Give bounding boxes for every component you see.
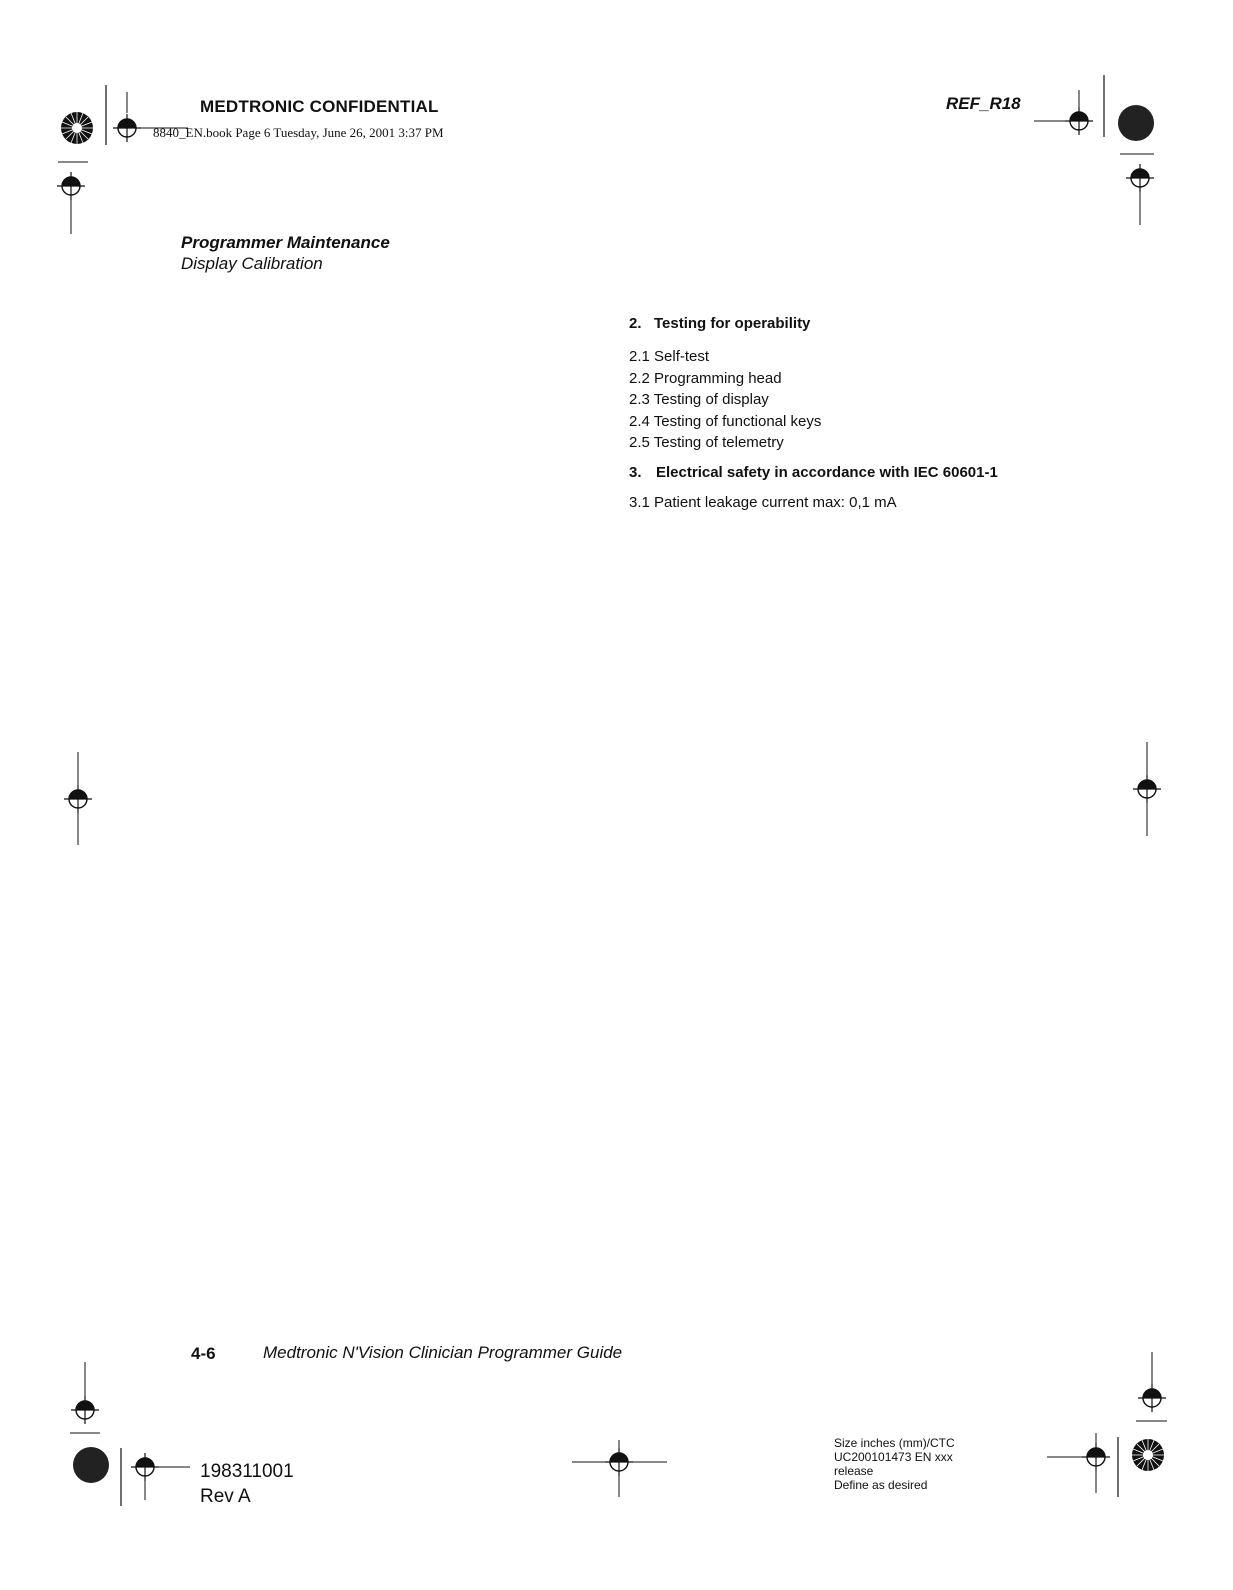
list-item: 2.2 Programming head xyxy=(629,369,782,387)
heading-2-text: Testing for operability xyxy=(654,315,811,332)
list-item: 2.1 Self-test xyxy=(629,348,710,365)
heading-2-number: 2. xyxy=(629,315,642,332)
registration-mark xyxy=(71,1396,99,1424)
registration-mark xyxy=(1082,1443,1110,1471)
starburst-mark-bottom-right xyxy=(1132,1439,1164,1471)
registration-mark xyxy=(605,1448,633,1476)
registration-mark xyxy=(113,114,141,142)
heading-3-number: 3. xyxy=(629,463,642,481)
size-line: Size inches (mm)/CTC xyxy=(834,1436,955,1450)
page-number: 4-6 xyxy=(191,1344,216,1363)
book-info-line: 8840_EN.book Page 6 Tuesday, June 26, 2001 3:37 PM xyxy=(153,125,444,140)
registration-mark xyxy=(57,172,85,200)
registration-mark xyxy=(64,785,92,813)
section-title: Programmer Maintenance xyxy=(181,233,390,252)
revision: Rev A xyxy=(200,1486,251,1507)
list-item: 3.1 Patient leakage current max: 0,1 mA xyxy=(629,493,897,511)
dark-circle-mark xyxy=(73,1447,109,1483)
reference-code: REF_R18 xyxy=(946,94,1021,113)
registration-mark xyxy=(1126,164,1154,192)
list-item: 2.3 Testing of display xyxy=(629,391,769,409)
registration-mark xyxy=(1138,1384,1166,1412)
registration-mark xyxy=(131,1453,159,1481)
registration-mark xyxy=(1133,775,1161,803)
size-line: release xyxy=(834,1464,874,1478)
registration-mark xyxy=(1065,107,1093,135)
list-item: 2.4 Testing of functional keys xyxy=(629,412,822,430)
size-line: UC200101473 EN xxx xyxy=(834,1450,953,1464)
section-subtitle: Display Calibration xyxy=(181,254,323,273)
size-line: Define as desired xyxy=(834,1478,928,1492)
confidential-label: MEDTRONIC CONFIDENTIAL xyxy=(200,97,439,116)
heading-3-text: Electrical safety in accordance with IEC 60601-1 xyxy=(656,463,998,481)
starburst-mark-top-left xyxy=(61,112,93,144)
dark-circle-mark xyxy=(1118,105,1154,141)
list-item: 2.5 Testing of telemetry xyxy=(629,434,784,452)
guide-title: Medtronic N'Vision Clinician Programmer Guide xyxy=(263,1343,623,1362)
part-number: 198311001 xyxy=(200,1461,294,1482)
